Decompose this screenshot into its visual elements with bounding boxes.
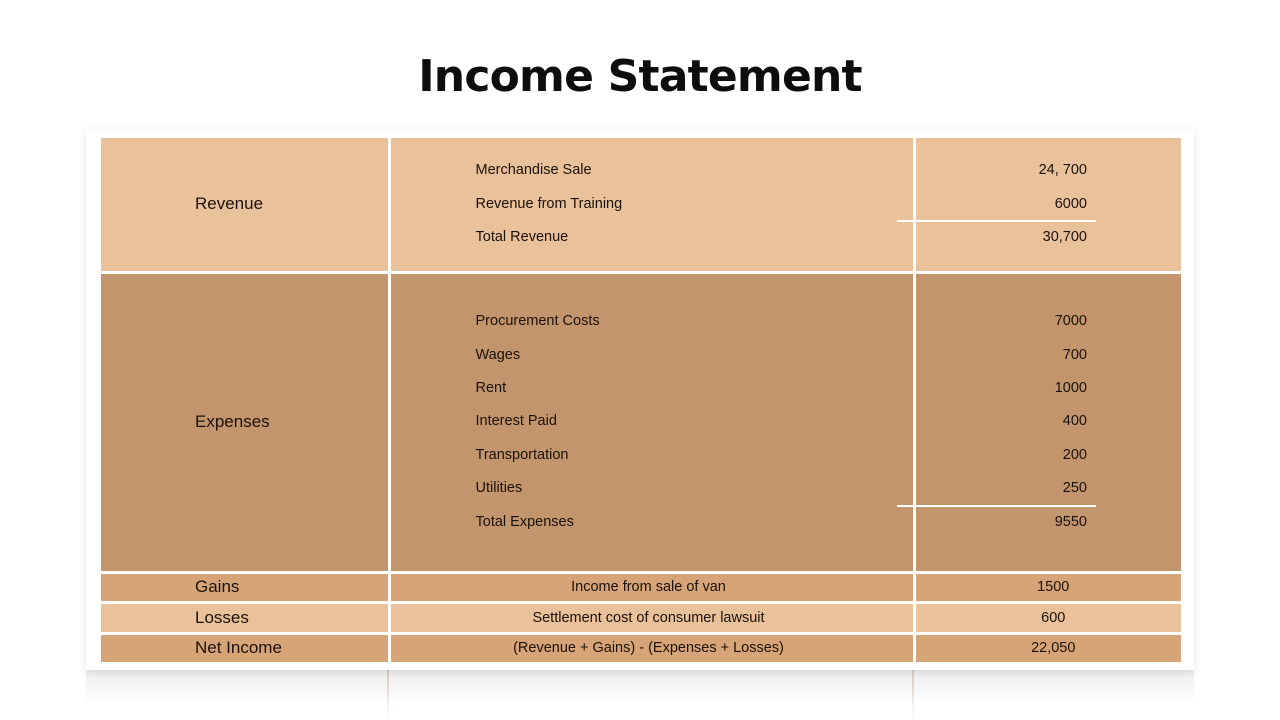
category-cell-revenue [101,138,389,272]
grid-continuation-line-left [387,666,389,720]
list-item: (Revenue + Gains) - (Expenses + Losses) [513,640,784,657]
list-item-value: 22,050 [1031,640,1076,657]
list-item-value: 250 [916,472,1088,505]
list-item: Transportation [475,446,569,463]
list-item: Revenue from Training [475,195,623,212]
list-item: Interest Paid [475,413,557,430]
list-item: Total Expenses [475,513,574,530]
list-item-value: 1500 [1037,579,1070,596]
list-item-value: 9550 [1054,513,1087,530]
category-cell-net-income [101,633,389,662]
category-cell-expenses [101,272,389,572]
value-list [916,301,1182,543]
category-cell-losses [101,603,389,634]
value-cell-expenses [914,272,1181,572]
list-item: Utilities [475,480,523,497]
list-item-value: 7000 [1054,313,1087,330]
description-cell-expenses [389,272,914,572]
description-cell-revenue [389,138,914,272]
income-statement-table-frame [86,130,1194,670]
list-item: Rent [475,380,507,397]
table-row [101,572,1181,603]
category-label: Net Income [195,638,282,658]
list-item-value: 30,700 [1042,229,1087,246]
income-statement-table [101,138,1181,662]
list-item: Procurement Costs [475,313,600,330]
table-row [101,603,1181,634]
list-item-value: 200 [1062,446,1087,463]
description-list [391,301,913,543]
list-item-value: 700 [1062,346,1087,363]
grid-continuation-line-right [912,666,914,720]
page-title: Income Statement [418,51,862,102]
list-item: Wages [475,346,521,363]
value-cell-revenue [914,138,1181,272]
table-row [101,272,1181,572]
category-label: Gains [195,577,240,597]
list-item: Total Revenue [475,229,569,246]
category-label: Expenses [195,412,270,432]
list-item-value: 6000 [916,188,1088,221]
description-cell-gains [389,572,914,603]
category-cell-gains [101,572,389,603]
description-list [391,150,913,258]
list-item: Income from sale of van [571,579,726,596]
list-item-value: 1000 [1054,380,1087,397]
table-row [101,633,1181,662]
value-cell-losses [914,603,1181,634]
category-label: Losses [195,607,249,627]
value-cell-net-income [914,633,1181,662]
table-row [101,138,1181,272]
description-cell-losses [389,603,914,634]
table-bottom-fade [86,666,1194,706]
list-item-value: 24, 700 [1038,162,1087,179]
list-item-value: 600 [1041,609,1066,626]
list-item: Settlement cost of consumer lawsuit [532,609,765,626]
value-list [916,150,1182,258]
list-item: Merchandise Sale [475,162,592,179]
list-item-value: 400 [1062,413,1087,430]
description-cell-net-income [389,633,914,662]
value-cell-gains [914,572,1181,603]
category-label: Revenue [195,194,264,214]
